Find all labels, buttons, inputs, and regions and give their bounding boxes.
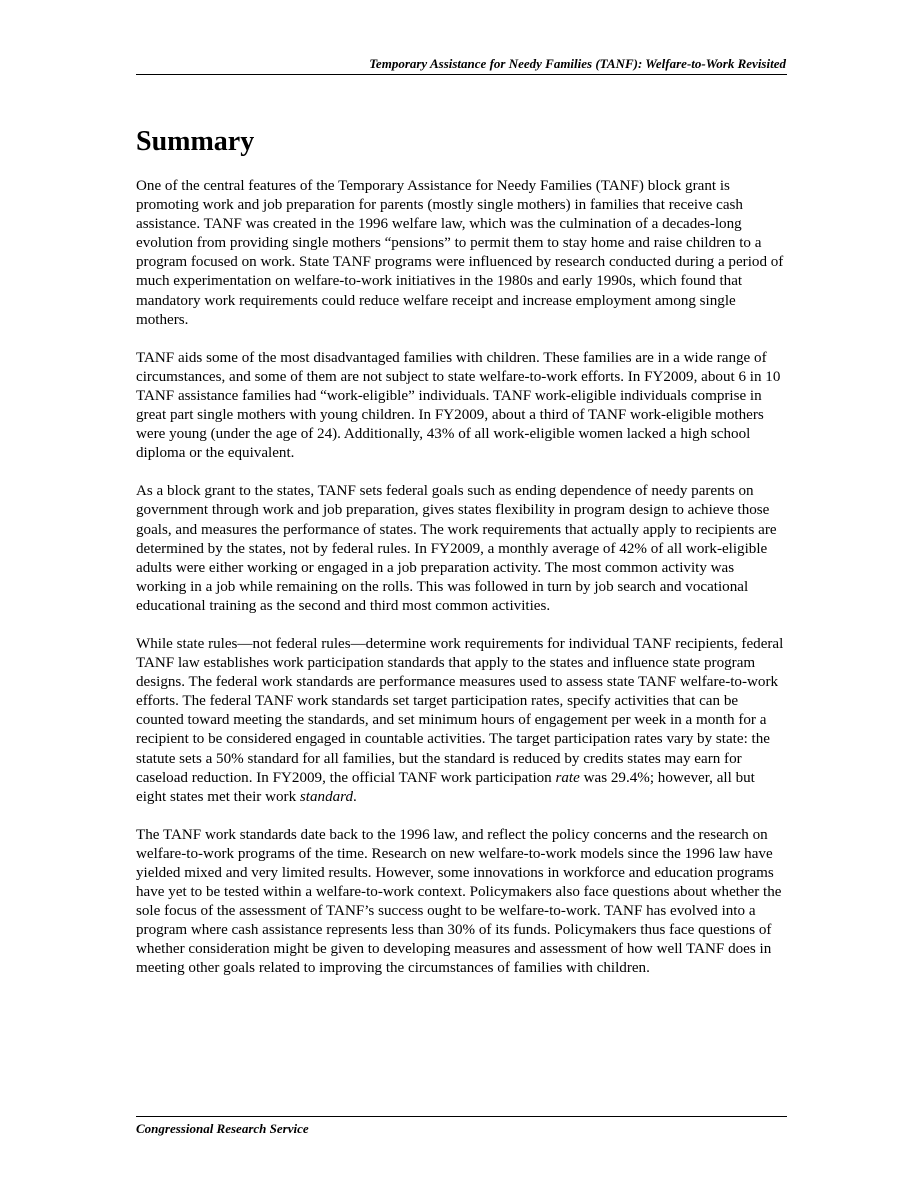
emphasis-standard: standard: [299, 788, 354, 805]
header-rule: [136, 74, 787, 75]
paragraph-text: While state rules—not federal rules—determine work requirements for individual TANF recipients, federal TANF law establishes work participation standards that apply to the states and influence state program designs. The federal work standards are performance measures used to assess state TANF welfare-to-work efforts. The federal TANF work standards set target participation rates, specify activities that can be counted toward meeting the standards, and set minimum hours of engagement per week in a month for a recipient to be considered engaged in countable activities. The target participation rates vary by state: the statute sets a 50% standard for all families, but the standard is reduced by credits states may earn for caseload reduction. In FY2009, the official TANF work participation: [136, 635, 784, 786]
footer-rule: [136, 1116, 787, 1117]
paragraph: TANF aids some of the most disadvantaged families with children. These families are in a wide range of circumstances, and some of them are not subject to state welfare-to-work efforts. In FY2009, about 6 in 10 TANF assistance families had “work-eligible” individuals. TANF work-eligible individuals comprise in great part single mothers with young children. In FY2009, about a third of TANF work-eligible mothers were young (under the age of 24). Additionally, 43% of all work-eligible women lacked a high school diploma or the equivalent.: [136, 349, 781, 462]
paragraph-text: .: [353, 788, 357, 805]
summary-body: [136, 177, 788, 998]
section-title: Summary: [136, 126, 255, 157]
footer-publisher: Congressional Research Service: [136, 1121, 309, 1136]
emphasis-rate: rate: [555, 769, 580, 786]
paragraph: As a block grant to the states, TANF sets federal goals such as ending dependence of needy parents on government through work and job preparation, gives states flexibility in program design to achieve those goals, and measures the performance of states. The work requirements that actually apply to recipients are determined by the states, not by federal rules. In FY2009, a monthly average of 42% of all work-eligible adults were either working or engaged in a job preparation activity. The most common activity was working in a job while remaining on the rolls. This was followed in turn by job search and vocational educational training as the second and third most common activities.: [136, 483, 777, 614]
paragraph: One of the central features of the Temporary Assistance for Needy Families (TANF) block grant is promoting work and job preparation for parents (mostly single mothers) in families that receive cash assistance. TANF was created in the 1996 welfare law, which was the culmination of a decades-long evolution from providing single mothers “pensions” to permit them to stay home and raise children to a program focused on work. State TANF programs were influenced by research conducted during a period of much experimentation on welfare-to-work initiatives in the 1980s and early 1990s, which found that mandatory work requirements could reduce welfare receipt and increase employment among single mothers.: [136, 178, 784, 328]
paragraph: The TANF work standards date back to the 1996 law, and reflect the policy concerns and the research on welfare-to-work programs of the time. Research on new welfare-to-work models since the 1996 law have yielded mixed and very limited results. However, some innovations in workforce and education programs have yet to be tested within a welfare-to-work context. Policymakers also face questions about whether the sole focus of the assessment of TANF’s success ought to be welfare-to-work. TANF has evolved into a program where cash assistance represents less than 30% of its funds. Policymakers thus face questions of whether consideration might be given to developing measures and assessment of how well TANF does in meeting other goals related to improving the circumstances of families with children.: [136, 826, 782, 977]
paragraph-text: was 29.4%; however, all but eight states met their work: [136, 769, 755, 805]
running-header: Temporary Assistance for Needy Families (TANF): Welfare-to-Work Revisited: [369, 56, 786, 71]
paragraph: [136, 635, 788, 807]
